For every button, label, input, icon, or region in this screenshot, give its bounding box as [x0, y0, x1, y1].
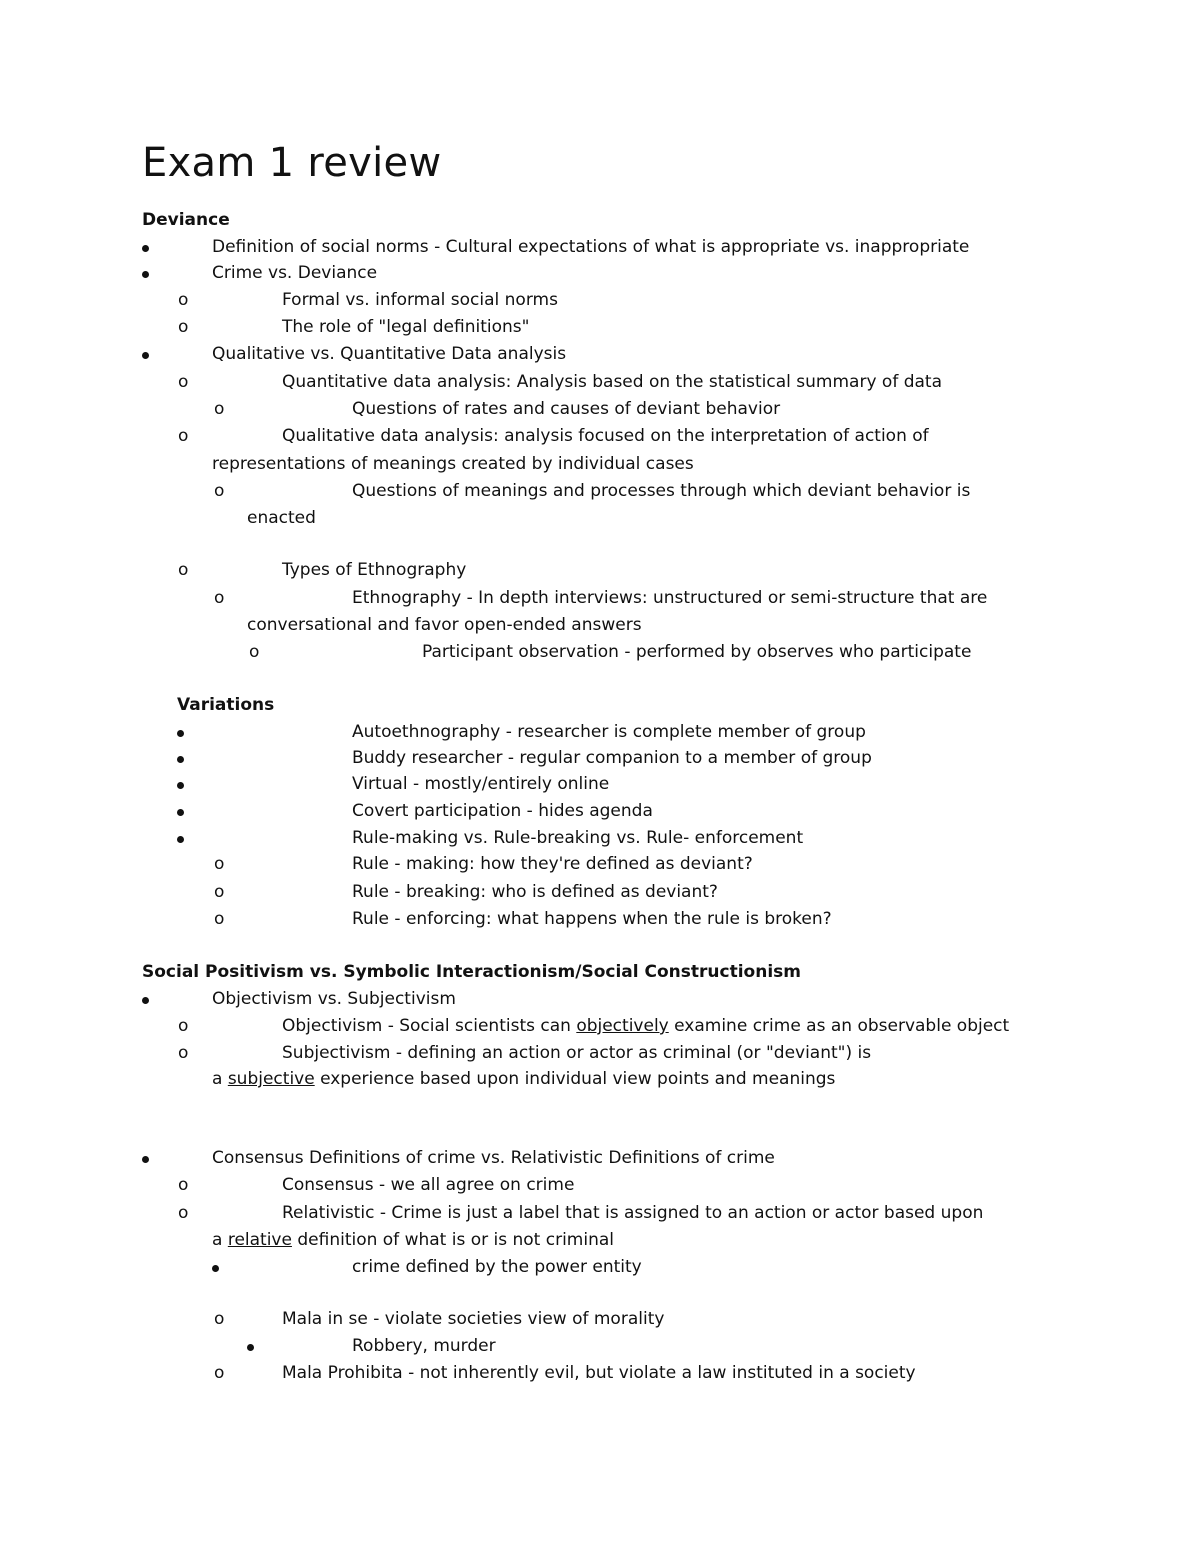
list-item: Consensus - we all agree on crime: [282, 1175, 575, 1195]
bullet-icon: [142, 234, 149, 260]
list-item: Rule - making: how they're defined as deviant?: [352, 854, 753, 874]
text-segment: experience based upon individual view points and meanings: [314, 1069, 836, 1089]
list-item: Types of Ethnography: [282, 560, 467, 580]
list-item: Mala in se - violate societies view of morality: [282, 1309, 665, 1329]
list-item: Virtual - mostly/entirely online: [352, 774, 610, 794]
list-item: Crime vs. Deviance: [212, 263, 378, 283]
list-item: Robbery, murder: [352, 1336, 496, 1356]
sub-bullet-marker: o: [214, 1363, 225, 1383]
bullet-icon: [142, 260, 149, 286]
list-item-continuation: [212, 1227, 614, 1253]
text-segment: a: [212, 1069, 228, 1089]
list-item: Buddy researcher - regular companion to a member of group: [352, 748, 872, 768]
text-segment: examine crime as an observable object: [668, 1016, 1010, 1036]
bullet-icon: [177, 745, 184, 771]
list-item: Autoethnography - researcher is complete member of group: [352, 722, 866, 742]
bullet-icon: [142, 1145, 149, 1171]
list-item: Participant observation - performed by observes who participate: [422, 642, 972, 662]
list-item: Questions of meanings and processes through which deviant behavior is: [352, 481, 971, 501]
list-item: The role of "legal definitions": [282, 317, 530, 337]
sub-bullet-marker: o: [214, 1309, 225, 1329]
list-item: Qualitative data analysis: analysis focused on the interpretation of action of: [282, 426, 929, 446]
sub-bullet-marker: o: [178, 317, 189, 337]
list-item: Consensus Definitions of crime vs. Relativistic Definitions of crime: [212, 1148, 775, 1168]
section-heading-variations: Variations: [177, 695, 275, 715]
list-item: Covert participation - hides agenda: [352, 801, 653, 821]
sub-bullet-marker: o: [178, 1043, 189, 1063]
underlined-term: subjective: [227, 1069, 315, 1089]
text-segment: definition of what is or is not criminal: [291, 1230, 614, 1250]
bullet-icon: [142, 986, 149, 1012]
list-item-continuation: enacted: [247, 508, 316, 528]
list-item: Formal vs. informal social norms: [282, 290, 558, 310]
section-heading-deviance: Deviance: [142, 210, 230, 230]
sub-bullet-marker: o: [214, 882, 225, 902]
sub-bullet-marker: o: [214, 399, 225, 419]
list-item-continuation: representations of meanings created by individual cases: [212, 454, 694, 474]
sub-bullet-marker: o: [214, 909, 225, 929]
list-item: crime defined by the power entity: [352, 1257, 642, 1277]
bullet-icon: [177, 771, 184, 797]
list-item: Ethnography - In depth interviews: unstructured or semi-structure that are: [352, 588, 988, 608]
bullet-icon: [177, 798, 184, 824]
list-item: Quantitative data analysis: Analysis based on the statistical summary of data: [282, 372, 943, 392]
bullet-icon: [177, 719, 184, 745]
sub-bullet-marker: o: [178, 290, 189, 310]
list-item: Subjectivism - defining an action or actor as criminal (or "deviant") is: [282, 1043, 872, 1063]
sub-bullet-marker: o: [178, 426, 189, 446]
list-item: Rule - enforcing: what happens when the rule is broken?: [352, 909, 832, 929]
bullet-icon: [212, 1254, 219, 1280]
sub-bullet-marker: o: [178, 560, 189, 580]
text-segment: Objectivism - Social scientists can: [282, 1016, 577, 1036]
bullet-icon: [177, 825, 184, 851]
bullet-icon: [247, 1333, 254, 1359]
page-title: Exam 1 review: [142, 140, 442, 186]
text-segment: a: [212, 1230, 228, 1250]
underlined-term: relative: [227, 1230, 292, 1250]
list-item: Relativistic - Crime is just a label that is assigned to an action or actor based upon: [282, 1203, 984, 1223]
section-heading-positivism: Social Positivism vs. Symbolic Interactionism/Social Constructionism: [142, 962, 801, 982]
list-item: Rule-making vs. Rule-breaking vs. Rule- enforcement: [352, 828, 804, 848]
sub-bullet-marker: o: [178, 1016, 189, 1036]
sub-bullet-marker: o: [178, 372, 189, 392]
list-item: Rule - breaking: who is defined as deviant?: [352, 882, 718, 902]
list-item: Qualitative vs. Quantitative Data analysis: [212, 344, 567, 364]
bullet-icon: [142, 341, 149, 367]
sub-bullet-marker: o: [249, 642, 260, 662]
list-item: Objectivism vs. Subjectivism: [212, 989, 456, 1009]
sub-bullet-marker: o: [178, 1175, 189, 1195]
list-item: Definition of social norms - Cultural expectations of what is appropriate vs. inappropriate: [212, 237, 970, 257]
list-item: Questions of rates and causes of deviant behavior: [352, 399, 781, 419]
sub-bullet-marker: o: [214, 588, 225, 608]
sub-bullet-marker: o: [214, 854, 225, 874]
list-item-continuation: [212, 1066, 835, 1092]
sub-bullet-marker: o: [178, 1203, 189, 1223]
list-item-continuation: conversational and favor open-ended answers: [247, 615, 642, 635]
underlined-term: objectively: [576, 1016, 669, 1036]
list-item: Mala Prohibita - not inherently evil, but violate a law instituted in a society: [282, 1363, 916, 1383]
sub-bullet-marker: o: [214, 481, 225, 501]
list-item: [282, 1013, 1009, 1039]
